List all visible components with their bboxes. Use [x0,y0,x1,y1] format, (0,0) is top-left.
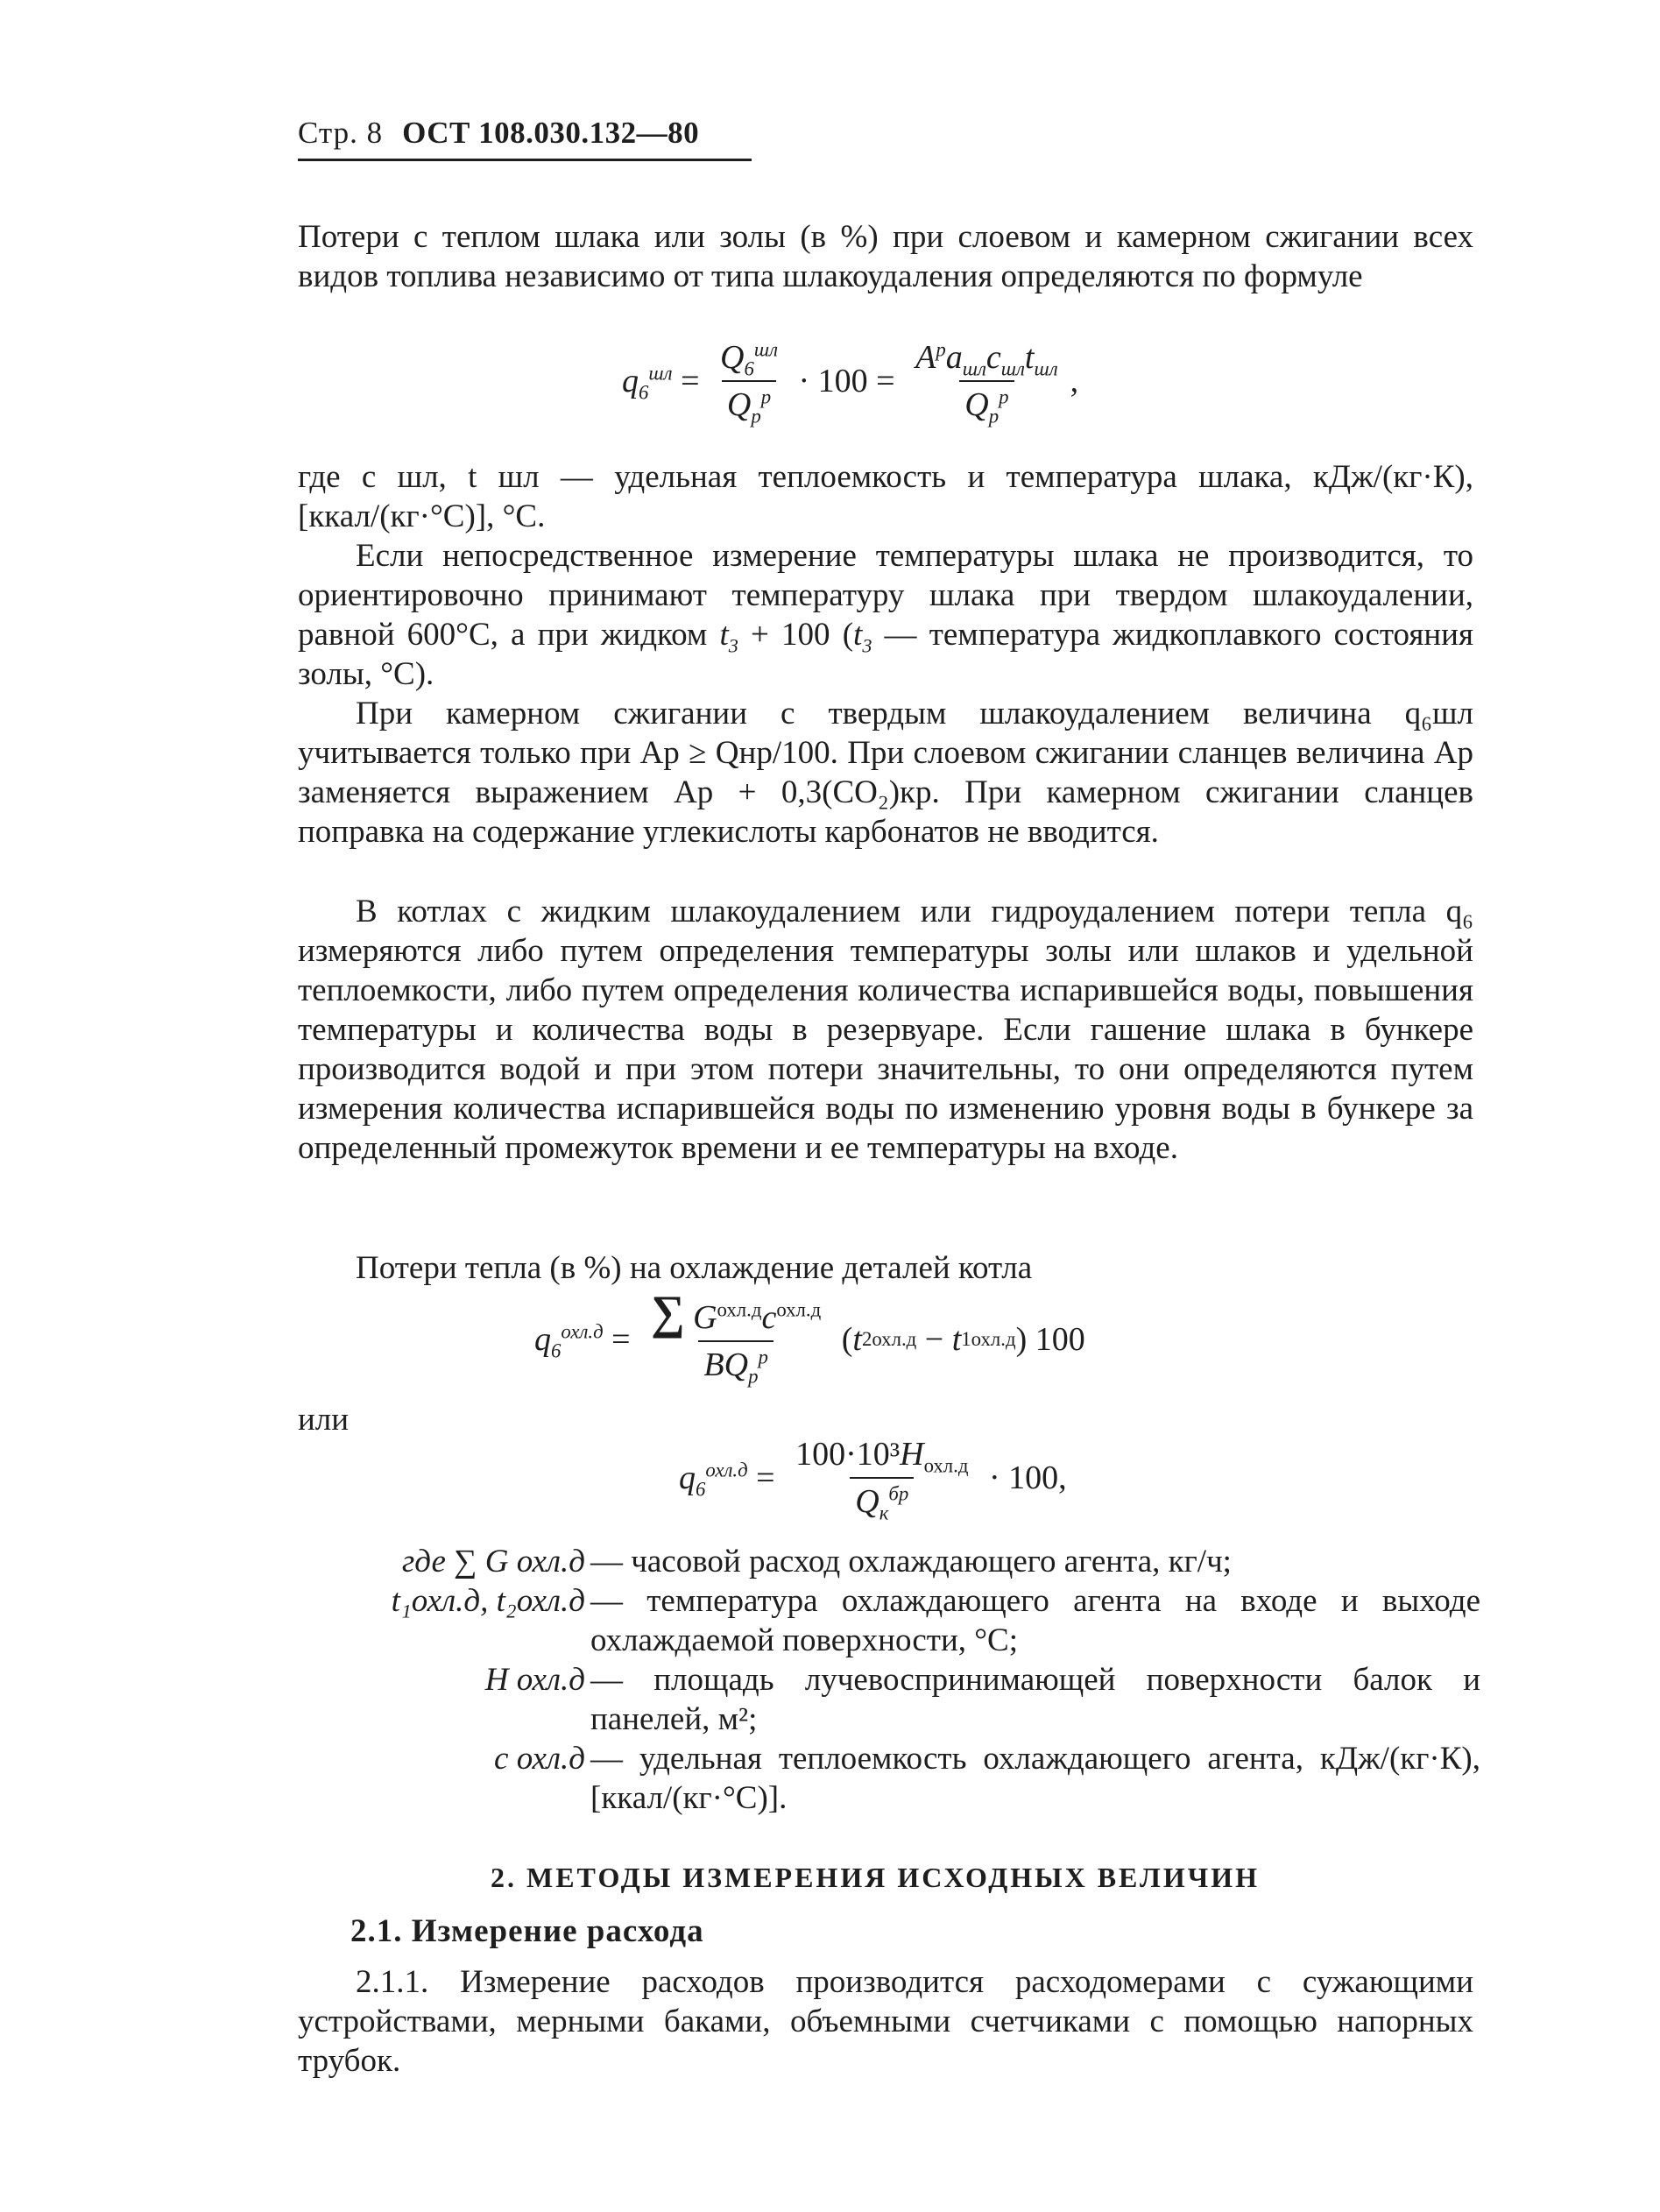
definition-text: — часовой расход охлаждающего агента, кг/ч; [590,1544,1232,1579]
definition-text: — температура охлаждающего агента на входе и выходе охлаждаемой поверхности, °С; [590,1583,1480,1658]
definition-row [289,1660,1480,1739]
paragraph-flow-measurement: 2.1.1. Измерение расходов производится расходомерами с сужающими устройствами, мерными баками, объемными счетчиками с помощью напорных трубок. [298,1964,1473,2079]
formula1-times-100: · 100 = [790,363,904,399]
formula1-tail: , [1070,363,1079,399]
definition-symbol: t₁охл.д, t₂охл.д [391,1583,585,1619]
definition-row [289,1581,1480,1660]
intro-paragraph: Потери с теплом шлака или золы (в %) при слоевом и камерном сжигании всех видов топлива независимо от типа шлакоудаления определяются по формуле [298,219,1473,294]
paragraph-slag-temperature: Если непосредственное измерение температуры шлака не производится, то ориентировочно принимают температуру шлака при твердом шлакоудалении, равной 600°С, а при жидком $t_3 + 100$ ($t_3$ — температура жидкоплавкого состояния золы, °С). [298,538,1473,692]
formula-cooling-loss-alt: $q_6^{охл.д}$ = $\frac{100\cdot 10^3H_{охл.д}}{Q_к^{бр}}$ · 100, [679,1436,1067,1524]
formula1-lhs: $q_6^{шл}$ [622,362,673,404]
definition-text: — площадь лучевоспринимающей поверхности балок и панелей, м²; [590,1662,1480,1737]
definition-symbol: H охл.д [484,1662,585,1698]
formula1-fraction-2: $\frac{A^рa_{шл}c_{шл}t_{шл}}{Q_р^р}$ [915,338,1058,428]
formula1-fraction-1: $\frac{Q_6^{шл}}{Q_р^р}$ [720,338,779,428]
definition-symbol: где ∑ G охл.д [401,1544,585,1579]
formula2-fraction: $\frac{\sum G^{охл.д}c^{охл.д}}{BQ_р^р}$ [651,1286,822,1388]
or-label: или [298,1402,350,1438]
standard-code: ОСТ 108.030.132—80 [402,116,700,150]
paragraph-liquid-slag: В котлах с жидким шлакоудалением или гидроудалением потери тепла q₆ измеряются либо путем определения температуры золы или шлаков и удельной теплоемкости, либо путем определения количества испарившейся воды, повышения температуры и количества воды в резервуаре. Если гашение шлака в бункере производится водой и при этом потери значительны, то они определяются путем измерения количества испарившейся воды по изменению уровня воды в бункере за определенный промежуток времени и ее температуры на входе. [298,894,1473,1166]
definition-row [289,1739,1480,1818]
subsection-title: 2.1. Измерение расхода [350,1913,704,1949]
paragraph-chamber-combustion: При камерном сжигании с твердым шлакоудалением величина q₆шл учитывается только при Aр ≥ Qнр/100. При слоевом сжигании сланцев величина Aр заменяется выражением Aр + 0,3(CO₂)кр. При камерном сжигании сланцев поправка на содержание углекислоты карбонатов не вводится. [298,696,1473,850]
header-rule [298,159,752,161]
page-label: Стр. 8 [298,116,384,150]
formula-cooling-loss: $q_6^{охл.д}$ = $\frac{\sum G^{охл.д}c^{охл.д}}{BQ_р^р}$ ( t 2 охл.д − t 1 охл.д ) 100 [534,1286,1085,1388]
definitions-list [289,1542,1480,1818]
formula3-fraction: $\frac{100\cdot 10^3H_{охл.д}}{Q_к^{бр}}$ [795,1436,969,1524]
where-slag: где c шл, t шл — удельная теплоемкость и температура шлака, кДж/(кг·К), [ккал/(кг·°С)], °С. [298,459,1473,534]
definition-row [289,1542,1480,1581]
formula1-eq: = [672,363,708,399]
page-header [298,116,699,151]
formula-slag-loss [622,338,1079,428]
paragraph-cooling-loss: Потери тепла (в %) на охлаждение деталей котла [356,1250,1033,1286]
section-title: 2. МЕТОДЫ ИЗМЕРЕНИЯ ИСХОДНЫХ ВЕЛИЧИН [491,1862,1260,1893]
definition-symbol: c охл.д [494,1741,585,1777]
definition-text: — удельная теплоемкость охлаждающего агента, кДж/(кг·К), [ккал/(кг·°С)]. [590,1741,1480,1816]
